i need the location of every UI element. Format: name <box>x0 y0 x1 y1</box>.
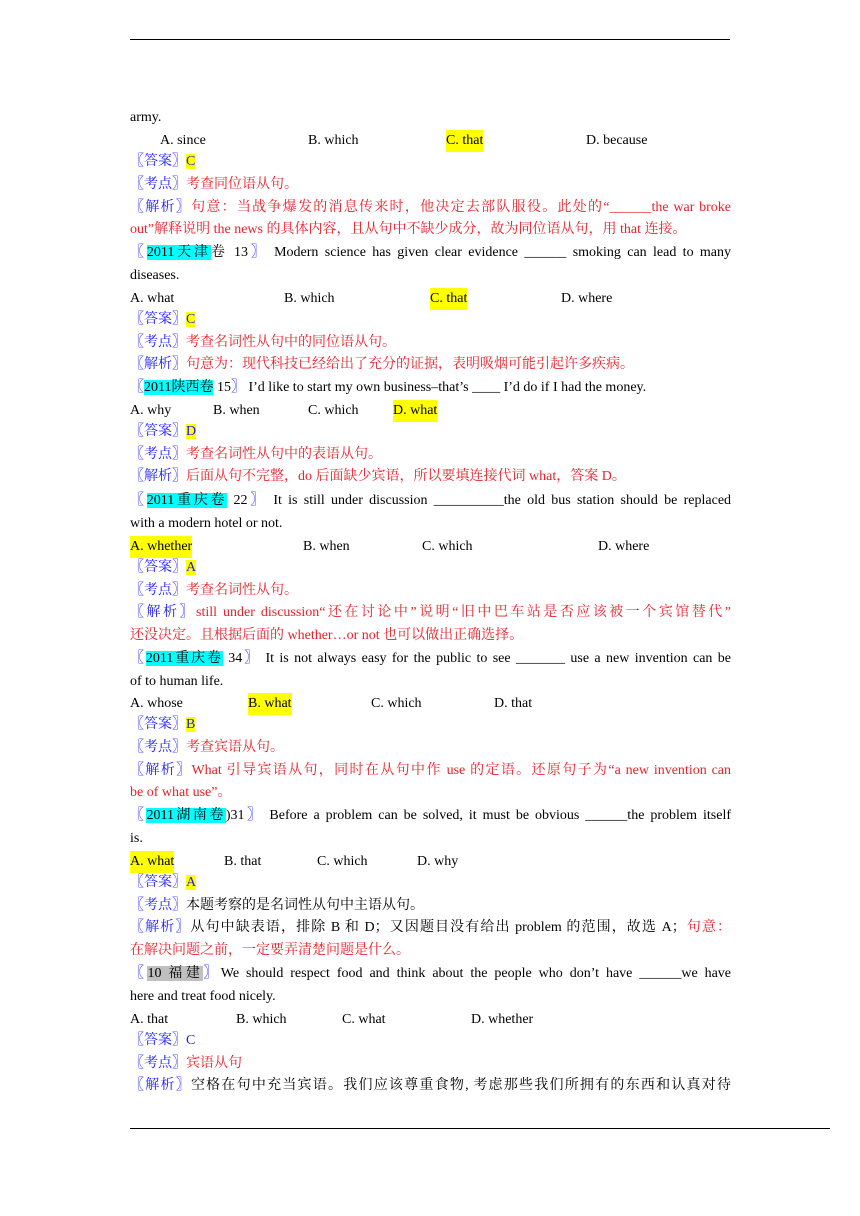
options-row <box>130 851 731 873</box>
jiexi-line: 〖解析〗句意为：现代科技已经给出了充分的证据，表明吸烟可能引起许多疾病。 <box>130 357 634 372</box>
option-b: B. when <box>213 403 260 418</box>
question-stem: 〖2011陕西卷 15〗 I’d like to start my own business–that’s ____ I’d do if I had the money. <box>130 380 647 395</box>
source-tag: 10 福建 <box>147 966 204 981</box>
question-stem-cont: here and treat food nicely. <box>130 989 276 1004</box>
option-c: C. what <box>342 1012 386 1027</box>
kaodian-line: 〖考点〗本题考察的是名词性从句中主语从句。 <box>130 898 424 913</box>
option-a: A. what <box>130 291 175 306</box>
source-tag: 2011天津 <box>146 245 211 260</box>
text-line: army. <box>130 110 162 125</box>
question-stem: 〖2011湖南卷)31〗 Before a problem can be solved, it must be obvious ______the problem itself <box>130 808 731 823</box>
jiexi-line: 〖解析〗What 引导宾语从句，同时在从句中作 use 的定语。还原句子为“a new invention can <box>130 763 731 778</box>
source-tag: 2011陕西卷 <box>144 380 214 395</box>
option-d: D. where <box>561 291 613 306</box>
option-a: A. whose <box>130 696 183 711</box>
option-b: B. when <box>303 539 350 554</box>
option-a: A. since <box>160 133 206 148</box>
question-stem: 〖10 福建〗We should respect food and think about the people who don’t have ______we have <box>130 966 732 981</box>
option-b: B. that <box>224 854 262 869</box>
answer-line: 〖答案〗A <box>130 560 197 575</box>
question-stem-cont: diseases. <box>130 268 180 283</box>
options-row <box>130 400 731 422</box>
question-stem-cont: of to human life. <box>130 674 224 689</box>
question-stem-cont: is. <box>130 831 143 846</box>
option-a: A. that <box>130 1012 169 1027</box>
kaodian-line: 〖考点〗考查名词性从句中的表语从句。 <box>130 447 382 462</box>
answer-line: 〖答案〗D <box>130 424 197 439</box>
option-c: C. which <box>317 854 368 869</box>
jiexi-line-cont: 在解决问题之前，一定要弄清楚问题是什么。 <box>130 943 410 958</box>
options-row <box>130 1009 731 1031</box>
option-a: A. why <box>130 403 172 418</box>
option-d: D. because <box>586 133 648 148</box>
option-c: C. which <box>308 403 359 418</box>
option-d: D. where <box>598 539 650 554</box>
options-row <box>130 536 731 558</box>
jiexi-line: 〖解析〗从句中缺表语，排除 B 和 D；又因题目没有给出 problem 的范围，故选 A；句意： <box>130 920 732 935</box>
option-b: B. which <box>284 291 335 306</box>
option-b: B. which <box>308 133 359 148</box>
kaodian-line: 〖考点〗考查名词性从句。 <box>130 583 298 598</box>
answer-line: 〖答案〗C <box>130 154 196 169</box>
options-row <box>130 130 731 152</box>
option-c-correct: C. that <box>446 130 483 152</box>
option-b: B. which <box>236 1012 287 1027</box>
jiexi-line: 〖解析〗空格在句中充当宾语。我们应该尊重食物, 考虑那些我们所拥有的东西和认真对待 <box>130 1078 732 1093</box>
source-tag: 2011湖南卷 <box>146 808 226 823</box>
question-stem: 〖2011重庆卷 34〗 It is not always easy for the public to see _______ use a new invention can be <box>130 651 732 666</box>
answer-line: 〖答案〗B <box>130 717 196 732</box>
option-a-correct: A. what <box>130 851 174 873</box>
option-d: D. why <box>417 854 459 869</box>
jiexi-line-cont: be of what use”。 <box>130 785 232 800</box>
option-d-correct: D. what <box>393 400 437 422</box>
source-tag: 2011重庆卷 <box>146 493 228 508</box>
kaodian-line: 〖考点〗宾语从句 <box>130 1056 242 1071</box>
option-c: C. which <box>371 696 422 711</box>
header-rule <box>130 39 730 40</box>
options-row <box>130 288 731 310</box>
kaodian-line: 〖考点〗考查宾语从句。 <box>130 740 284 755</box>
kaodian-line: 〖考点〗考查名词性从句中的同位语从句。 <box>130 335 396 350</box>
options-row <box>130 693 731 715</box>
option-d: D. that <box>494 696 533 711</box>
option-a-correct: A. whether <box>130 536 192 558</box>
kaodian-line: 〖考点〗考查同位语从句。 <box>130 177 298 192</box>
question-stem-cont: with a modern hotel or not. <box>130 516 283 531</box>
answer-line: 〖答案〗C <box>130 1033 196 1048</box>
question-stem: 〖2011重庆卷 22〗 It is still under discussion __________the old bus station should be replaced <box>130 493 732 508</box>
option-b-correct: B. what <box>248 693 292 715</box>
jiexi-line: 〖解析〗后面从句不完整，do 后面缺少宾语，所以要填连接代词 what，答案 D。 <box>130 469 626 484</box>
answer-line: 〖答案〗C <box>130 312 196 327</box>
answer-line: 〖答案〗A <box>130 875 197 890</box>
jiexi-line: 〖解析〗句意：当战争爆发的消息传来时，他决定去部队服役。此处的“______the war broke <box>130 200 732 215</box>
question-stem: 〖2011天津卷 13〗 Modern science has given clear evidence ______ smoking can lead to many <box>130 245 732 260</box>
option-c: C. which <box>422 539 473 554</box>
jiexi-line: 〖解析〗still under discussion“还在讨论中”说明“旧中巴车站是否应该被一个宾馆替代” <box>130 605 732 620</box>
option-d: D. whether <box>471 1012 534 1027</box>
jiexi-line-cont: 还没决定。且根据后面的 whether…or not 也可以做出正确选择。 <box>130 628 524 643</box>
option-c-correct: C. that <box>430 288 467 310</box>
footer-rule <box>130 1128 830 1129</box>
jiexi-line-cont: out”解释说明 the news 的具体内容，且从句中不缺少成分，故为同位语从句，用 that 连接。 <box>130 222 687 237</box>
source-tag: 2011重庆卷 <box>145 651 223 666</box>
